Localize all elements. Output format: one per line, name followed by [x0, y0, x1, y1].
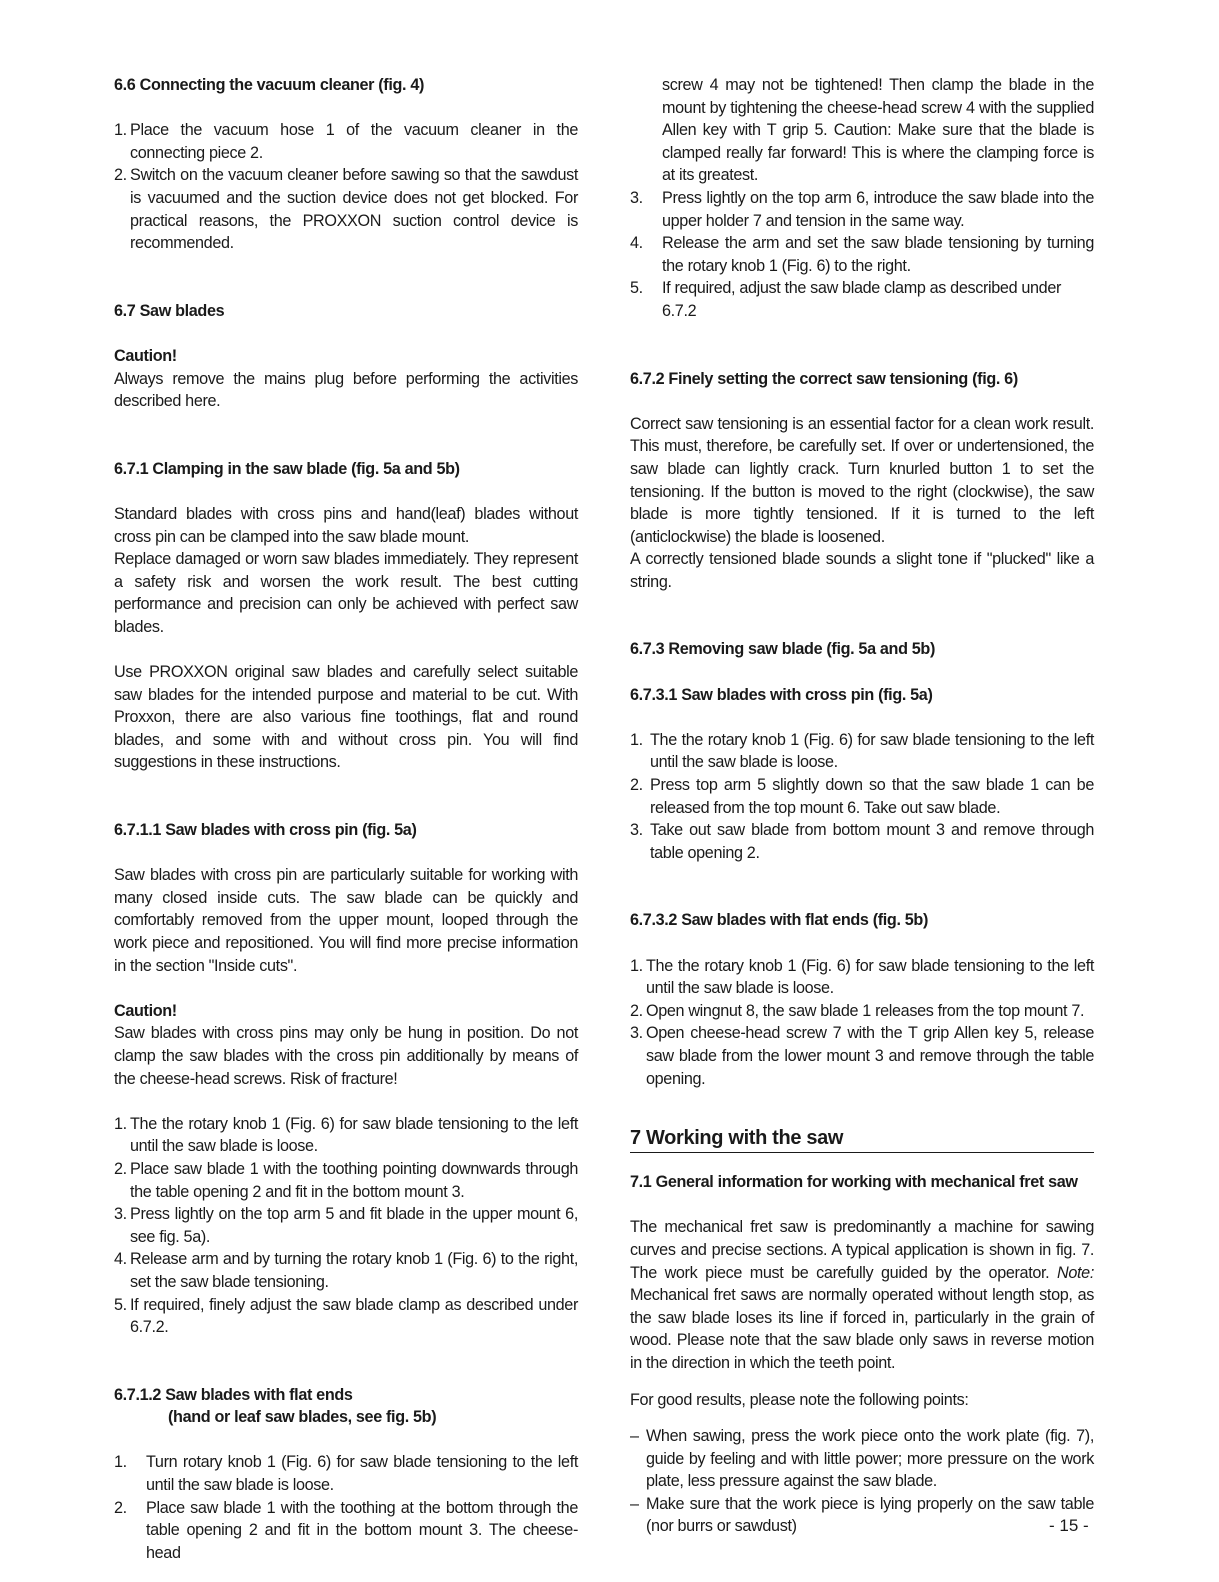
list-item: 2. Switch on the vacuum cleaner before sawing so that the sawdust is vacuumed and the suction device does not get blocked. For practical reasons, the PROXXON suction control device is recommended.	[114, 166, 578, 253]
list-item: 4. Release the arm and set the saw blade tensioning by turning the rotary knob 1 (Fig. 6) to the right.	[630, 234, 1094, 275]
list-item: – Make sure that the work piece is lying properly on the saw table (nor burrs or sawdust)	[630, 1494, 1094, 1536]
list-item: 2. Open wingnut 8, the saw blade 1 releases from the top mount 7.	[630, 1001, 1085, 1020]
paragraph: Correct saw tensioning is an essential factor for a clean work result. This must, therefore, be carefully set. If over or undertensioned, the saw blade can lightly crack. Turn knurled button 1 to set the tensioning. If the button is moved to the right (clockwise), the saw blade is more tightly tensioned. If it is turned to the left (anticlockwise) the blade is loosened.	[630, 414, 1094, 546]
section-6-7-3-1-heading: 6.7.3.1 Saw blades with cross pin (fig. 5a)	[630, 685, 933, 704]
caution-text: Saw blades with cross pins may only be hung in position. Do not clamp the saw blades with the cross pin additionally by means of the cheese-head screws. Risk of fracture!	[114, 1024, 578, 1088]
list-item: 3. Press lightly on the top arm 6, introduce the saw blade into the upper holder 7 and tension in the same way.	[630, 188, 1094, 230]
section-6-7-1-2-heading: 6.7.1.2 Saw blades with flat ends	[114, 1385, 353, 1404]
list-item: 1. The the rotary knob 1 (Fig. 6) for saw blade tensioning to the left until the saw blade is loose.	[114, 1114, 578, 1156]
section-7-1-heading: 7.1 General information for working with mechanical fret saw	[630, 1173, 1078, 1192]
chapter-7-heading: 7 Working with the saw	[630, 1126, 1094, 1153]
paragraph: Use PROXXON original saw blades and carefully select suitable saw blades for the intended purpose and material to be cut. With Proxxon, there are also various fine toothings, flat and round blades, and some with and without cross pin. You will find suggestions in these instructions.	[114, 663, 578, 772]
paragraph: Standard blades with cross pins and hand(leaf) blades without cross pin can be clamped into the saw blade mount.	[114, 504, 578, 546]
paragraph: Saw blades with cross pin are particularly suitable for working with many closed inside cuts. The saw blade can be quickly and comfortably removed from the upper mount, looped through the work piece and repositioned. You will find more precise information in the section "Inside cuts".	[114, 866, 578, 975]
list-item: 1. Turn rotary knob 1 (Fig. 6) for saw blade tensioning to the left until the saw blade is loose.	[114, 1453, 578, 1495]
list-item: 1. Place the vacuum hose 1 of the vacuum cleaner in the connecting piece 2.	[114, 121, 578, 162]
paragraph: A correctly tensioned blade sounds a slight tone if "plucked" like a string.	[630, 550, 1094, 591]
list-item: 5. If required, adjust the saw blade clamp as described under 6.7.2	[630, 279, 1062, 320]
list-item: 3. Open cheese-head screw 7 with the T grip Allen key 5, release saw blade from the lower mount 3 and remove through the table opening.	[630, 1024, 1094, 1088]
paragraph: The mechanical fret saw is predominantly a machine for sawing curves and precise sections. A typical application is shown in fig. 7. The work piece must be carefully guided by the operator. Note: Mechanical fret saws are normally operated without length stop, as the saw blade loses its line if forced in, particularly in the grain of wood. Please note that the saw blade only saws in reverse motion in the direction in which the teeth point.	[630, 1218, 1094, 1372]
section-6-7-2-heading: 6.7.2 Finely setting the correct saw tensioning (fig. 6)	[630, 369, 1018, 388]
section-6-7-heading: 6.7 Saw blades	[114, 301, 225, 320]
caution-text: Always remove the mains plug before performing the activities described here.	[114, 369, 578, 411]
list-item: 1. The the rotary knob 1 (Fig. 6) for saw blade tensioning to the left until the saw blade is loose.	[630, 730, 1094, 772]
right-column	[630, 74, 1094, 1538]
list-item: 2. Place saw blade 1 with the toothing pointing downwards through the table opening 2 and fit in the bottom mount 3.	[114, 1159, 578, 1201]
caution-heading: Caution!	[114, 346, 177, 365]
section-6-7-3-heading: 6.7.3 Removing saw blade (fig. 5a and 5b)	[630, 640, 935, 659]
section-6-7-1-2-subheading: (hand or leaf saw blades, see fig. 5b)	[168, 1408, 437, 1427]
list-item: – When sawing, press the work piece onto the work plate (fig. 7), guide by feeling and with little power; more pressure on the work plate, less pressure against the saw blade.	[630, 1427, 1094, 1491]
list-item: 3. Take out saw blade from bottom mount 3 and remove through table opening 2.	[630, 821, 1094, 862]
list-item: 2. Press top arm 5 slightly down so that the saw blade 1 can be released from the top mount 6. Take out saw blade.	[630, 776, 1094, 817]
section-6-6-heading: 6.6 Connecting the vacuum cleaner (fig. 4)	[114, 76, 425, 94]
list-item: 1. The the rotary knob 1 (Fig. 6) for saw blade tensioning to the left until the saw blade is loose.	[630, 956, 1094, 998]
section-6-7-1-heading: 6.7.1 Clamping in the saw blade (fig. 5a and 5b)	[114, 459, 460, 478]
list-item: 4. Release arm and by turning the rotary knob 1 (Fig. 6) to the right, set the saw blade tensioning.	[114, 1250, 578, 1291]
list-item: 2. Place saw blade 1 with the toothing at the bottom through the table opening 2 and fit in the bottom mount 3. The cheese-head	[114, 1498, 578, 1562]
paragraph: For good results, please note the following points:	[630, 1390, 969, 1409]
list-item: 3. Press lightly on the top arm 5 and fit blade in the upper mount 6, see fig. 5a).	[114, 1205, 578, 1246]
page-number: - 15 -	[1049, 1516, 1089, 1535]
paragraph: Replace damaged or worn saw blades immediately. They represent a safety risk and worsen the work result. The best cutting performance and precision can only be achieved with perfect saw blades.	[114, 550, 578, 636]
section-6-7-3-2-heading: 6.7.3.2 Saw blades with flat ends (fig. 5b)	[630, 911, 928, 930]
caution-heading: Caution!	[114, 1001, 177, 1020]
continued-paragraph: screw 4 may not be tightened! Then clamp the blade in the mount by tightening the cheese-head screw 4 with the supplied Allen key with T grip 5. Caution: Make sure that the blade is clamped really far forward! This is where the clamping force is at its greatest.	[662, 76, 1094, 185]
list-item: 5. If required, finely adjust the saw blade clamp as described under 6.7.2.	[114, 1295, 578, 1337]
note-label: Note:	[1057, 1263, 1094, 1282]
section-6-7-1-1-heading: 6.7.1.1 Saw blades with cross pin (fig. 5a)	[114, 821, 417, 840]
left-column	[114, 74, 578, 1564]
